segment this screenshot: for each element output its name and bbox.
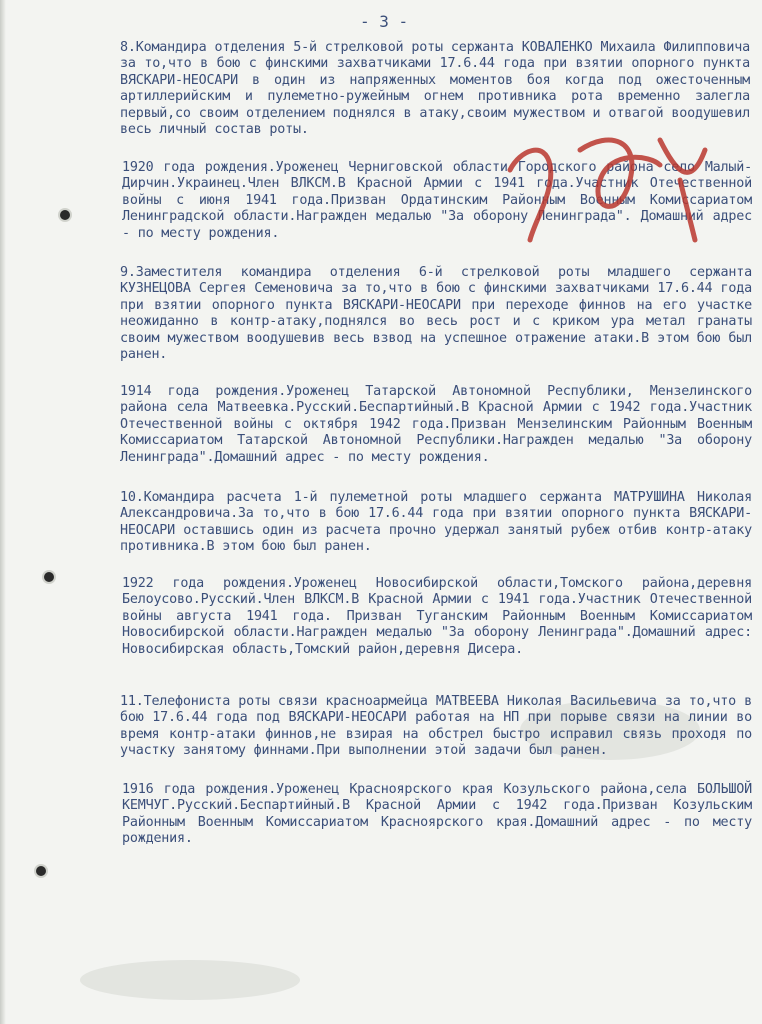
binding-hole <box>44 572 54 582</box>
binding-hole <box>60 210 70 220</box>
paragraph-award-11: 11.Телефониста роты связи красноармейца МАТВЕЕВА Николая Васильевича за то,что в бою 17.6.44 года под ВЯСКАРИ-НЕОСАРИ работая на НП при порыве связи на линии во время контр-атаки финнов,не взирая на обстрел быстро исправил связь проходя по участку занятому финнами.При выполнении этой задачи был ранен. <box>120 694 752 759</box>
paragraph-bio-9: 1914 года рождения.Уроженец Татарской Автономной Республики, Мензелинского района села Матвеевка.Русский.Беспартийный.В Красной Армии с 1942 года.Участник Отечественной войны с октября 1942 года.Призван Мензелинским Районным Военным Комиссариатом Татарской Автономной Республики.Награжден медалью "За оборону Ленинграда".Домашний адрес - по месту рождения. <box>120 384 752 465</box>
paper-edge-shadow <box>0 0 6 1024</box>
paragraph-bio-10: 1922 года рождения.Уроженец Новосибирской области,Томского района,деревня Белоусово.Русский.Член ВЛКСМ.В Красной Армии с 1941 года.Участник Отечественной войны августа 1941 года. Призван Туганским Районным Военным Комиссариатом Новосибирской области.Награжден медалью "За оборону Ленинграда".Домашний адрес: Новосибирская область,Томский район,деревня Дисера. <box>122 576 752 657</box>
page-number: - 3 - <box>360 12 409 31</box>
paragraph-bio-11: 1916 года рождения.Уроженец Красноярского края Козульского района,села БОЛЬШОЙ КЕМЧУГ.Русский.Беспартийный.В Красной Армии с 1942 года.Призван Козульским Районным Военным Комиссариатом Красноярского края.Домашний адрес - по месту рождения. <box>122 782 752 847</box>
binding-hole <box>36 866 46 876</box>
handwritten-red-mark <box>490 110 730 250</box>
paragraph-award-9: 9.Заместителя командира отделения 6-й стрелковой роты младшего сержанта КУЗНЕЦОВА Сергея Семеновича за то,что в бою с финскими захватчиками 17.6.44 года при взятии опорного пункта ВЯСКАРИ-НЕОСАРИ при переходе финнов на его участке неожиданно в контр-атаку,поднялся во весь рост и с криком ура метал гранаты своим мужеством воодушевив весь взвод на успешное отражение атаки.В этом бою был ранен. <box>120 265 752 363</box>
paper-stain <box>80 960 300 1000</box>
paragraph-award-8: 8.Командира отделения 5-й стрелковой роты сержанта КОВАЛЕНКО Михаила Филипповича за то,что в бою с финскими захватчиками 17.6.44 года при взятии опорного пункта ВЯСКАРИ-НЕОСАРИ в один из напряженных моментов боя когда под ожесточенным артиллерийским и пулеметно-ружейным огнем противника рота временно залегла первый,со своим отделением поднялся в атаку,своим мужеством и отвагой воодушевил весь личный состав роты. <box>120 40 750 138</box>
paragraph-award-10: 10.Командира расчета 1-й пулеметной роты младшего сержанта МАТРУШИНА Николая Александровича.За то,что в бою 17.6.44 года при взятии опорного пункта ВЯСКАРИ-НЕОСАРИ оставшись один из расчета прочно удержал занятый рубеж отбив контр-атаку противника.В этом бою был ранен. <box>120 490 752 555</box>
paragraph-bio-8: 1920 года рождения.Уроженец Черниговской области Городского района село Малый-Дирчин.Украинец.Член ВЛКСМ.В Красной Армии с 1941 года.Участник Отечественной войны с июня 1941 года.Призван Ордатинским Районным Военным Комиссариатом Ленинградской области.Награжден медалью "За оборону Ленинграда". Домашний адрес - по месту рождения. <box>122 160 752 241</box>
